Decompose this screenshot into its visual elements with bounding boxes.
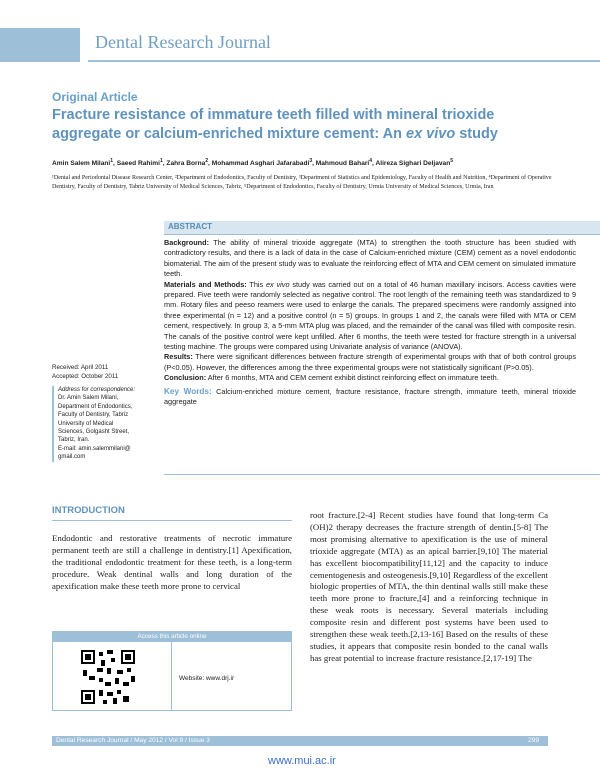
access-box-divider bbox=[171, 642, 172, 710]
correspondence-email[interactable]: gmail.com bbox=[58, 454, 86, 461]
access-box-heading: Access this article online bbox=[53, 632, 291, 642]
footer-citation: Dental Research Journal / May 2012 / Vol 9 / Issue 3 bbox=[56, 737, 210, 744]
intro-left-column: Endodontic and restorative treatments of necrotic immature permanent teeth are still a challenge in dentistry.[1] Apexification, the traditional endodontic treatment for these teeth, is a long-term procedure. Weak dentinal walls and long duration of the apexification make these teeth more prone to cervical bbox=[52, 533, 292, 591]
correspondence-line: Department of Endodontics, bbox=[58, 403, 133, 410]
journal-title: Dental Research Journal bbox=[95, 32, 271, 52]
author: Amin Salem Milani bbox=[52, 160, 111, 168]
abstract-background: Background: The ability of mineral trioxide aggregate (MTA) to strengthen the tooth structure has been studied with contradictory results, and there is a lack of data in the case of Calcium-enriched mixture (CEM) cement as a novel endodontic biomaterial. The aim of the present study was to evaluate the reinforcing effect of MTA and CEM cement on simulated immature teeth. bbox=[164, 238, 576, 279]
correspondence-line: Faculty of Dentistry, Tabriz bbox=[58, 412, 129, 419]
abstract-keywords: Key Words: Calcium-enriched mixture cement, fracture resistance, fracture strength, immature teeth, mineral trioxide aggregate bbox=[164, 386, 577, 407]
website-link[interactable]: Website: www.drj.ir bbox=[179, 675, 235, 682]
abstract-results: Results: There were significant differences between fracture strength of experimental groups with that of both control groups (P<0.05). However, the differences among the three experimental groups were not statistically significant (P>0.05). bbox=[164, 352, 576, 372]
correspondence-line: Sciences, Golgasht Street, bbox=[58, 429, 130, 436]
author: Mahmoud Bahari bbox=[315, 160, 370, 168]
author: Zahra Borna bbox=[166, 160, 206, 168]
journal-header bbox=[0, 28, 600, 62]
abstract-methods: Materials and Methods: This ex vivo study was carried out on a total of 46 human maxillary incisors. Access cavities were prepared. Five teeth were randomly selected as negative control. The root length of the remaining teeth was standardized to 9 mm. Rotary files and peeso reamers were used to enlarge the canals. The prepared specimens were randomly assigned into three experimental (n = 12) and a positive control (n = 5) groups. In groups 1 and 2, the canals were filled with MTA or CEM cement, respectively. In group 3, a 5-mm MTA plug was placed, and the remainder of the canal was filled with composite resin. The canals of the positive control were kept unfilled. After 6 months, the teeth were tested for fracture strength in a universal testing machine. The groups were compared using Univariate analysis of variance (ANOVA). bbox=[164, 279, 576, 352]
abstract-body bbox=[164, 238, 576, 408]
intro-heading: INTRODUCTION bbox=[52, 505, 125, 516]
header-rule bbox=[88, 60, 600, 62]
page-number: 299 bbox=[528, 737, 540, 744]
correspondence-box bbox=[52, 386, 158, 462]
article-type: Original Article bbox=[52, 90, 138, 104]
author: Saeed Rahimi bbox=[116, 160, 160, 168]
correspondence-heading: Address for correspondence: bbox=[58, 387, 136, 393]
received-date: Received: April 2011 bbox=[52, 364, 109, 371]
correspondence-line: Dr. Amin Salem Milani, bbox=[58, 395, 119, 402]
author: Mohammad Asghari Jafarabadi bbox=[211, 160, 310, 168]
article-dates bbox=[52, 364, 118, 381]
correspondence-line: University of Medical bbox=[58, 420, 114, 427]
header-color-bar bbox=[0, 28, 80, 62]
watermark-url: www.mui.ac.ir bbox=[268, 755, 336, 767]
affiliations: ¹Dental and Periodontal Disease Research Center, ²Department of Endodontics, Faculty of Dentistry, ³Department of Statistics and Epidemiology, Faculty of Health and Nutrition, ⁴Department of Operative Dentistry, Faculty of Dentistry, Tabriz University of Medical Sciences, Tabriz, ⁵Department of Endodontics, Faculty of Dentistry, Urmia University of Medical Sciences, Urmia, Iran bbox=[52, 175, 552, 191]
abstract-rule bbox=[164, 234, 600, 235]
author: Alireza Sighari Deljavan bbox=[375, 160, 451, 168]
abstract-heading-bar bbox=[164, 221, 600, 234]
intro-right-column: root fracture.[2-4] Recent studies have found that long-term Ca (OH)2 therapy decreases the fracture strength of dentin.[5-8] The most promising alternative to apexification is the use of mineral trioxide aggregate (MTA) as an apical barrier.[9,10] The material has excellent biocompatibility[11,12] and the capacity to induce cementogenesis and osteogenesis.[9,10] Regardless of the excellent biologic properties of MTA, the thin dentinal walls still make these teeth more prone to fracture,[4] and a reinforcing technique in these weak roots is necessary. Several materials including composite resin and different post systems have been used to strengthen these weak teeth.[2,13-16] Based on the results of these studies, it appears that composite resin bonded to the canal walls has great potential to increase fracture resistance.[2,17-19] The bbox=[310, 510, 548, 663]
abstract-conclusion: Conclusion: After 6 months, MTA and CEM cement exhibit distinct reinforcing effect on immature teeth. bbox=[164, 373, 499, 383]
author-list: Amin Salem Milani$^1$, Saeed Rahimi$^1$, Zahra Borna$^2$, Mohammad Asghari Jafarabadi$^3$, Mahmoud Bahari$^4$, Alireza Sighari Deljavan$^5$ bbox=[52, 158, 454, 168]
qr-code-icon bbox=[79, 648, 137, 706]
abstract-bottom-rule bbox=[164, 474, 600, 475]
abstract-heading: ABSTRACT bbox=[168, 222, 212, 231]
correspondence-email[interactable]: E-mail: amin.salemmilani@ bbox=[58, 445, 131, 452]
correspondence-line: Tabriz, Iran. bbox=[58, 437, 90, 444]
accepted-date: Accepted: October 2011 bbox=[52, 372, 119, 380]
access-online-box bbox=[52, 631, 292, 711]
intro-rule bbox=[52, 520, 292, 521]
article-title: Fracture resistance of immature teeth filled with mineral trioxide aggregate or calcium-enriched mixture cement: An ex vivo study bbox=[52, 107, 498, 142]
